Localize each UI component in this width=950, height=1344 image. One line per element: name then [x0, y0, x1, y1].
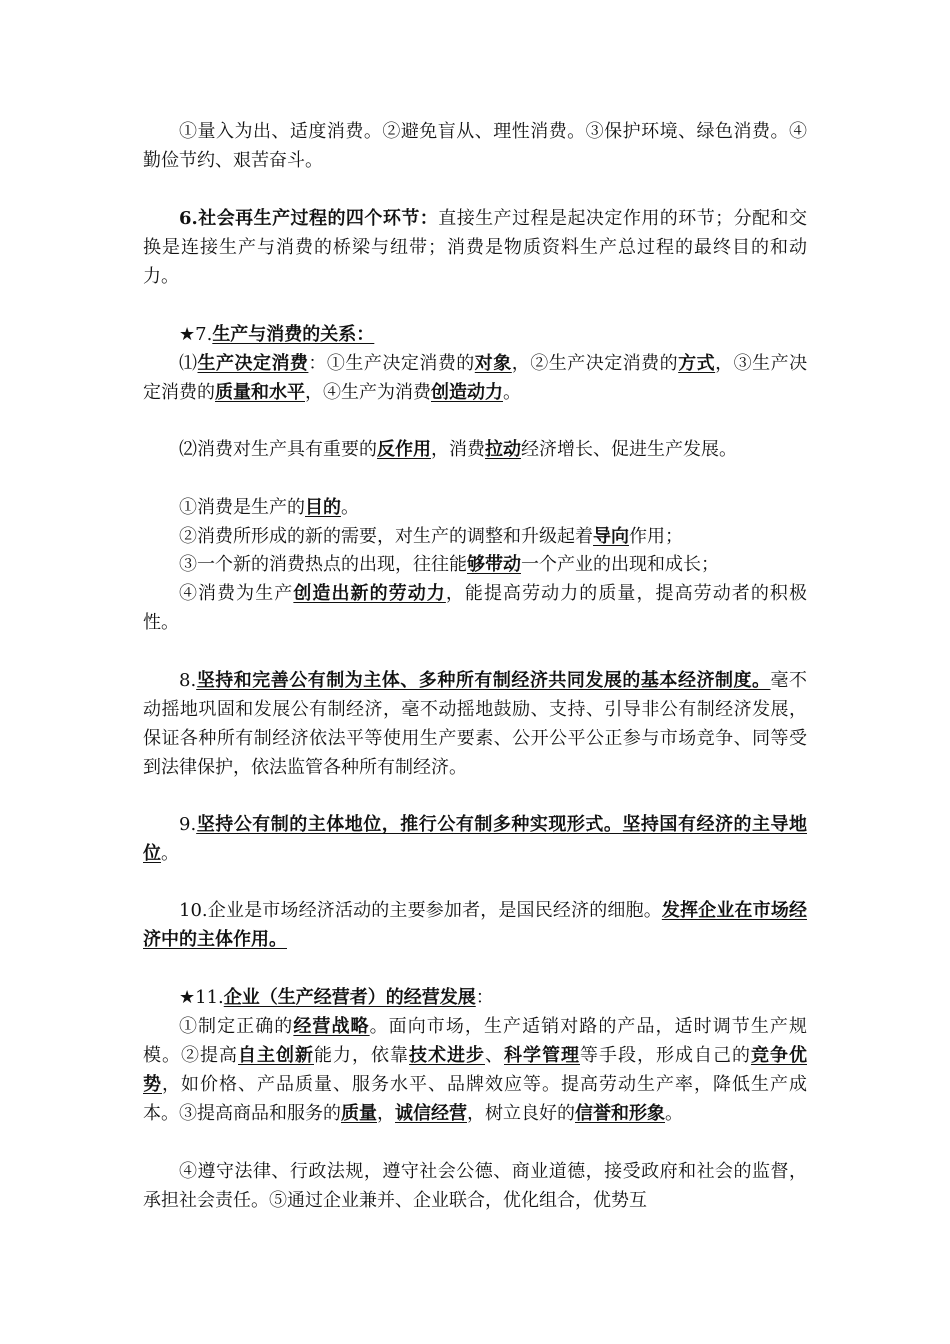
text-run: 。 [665, 1103, 683, 1124]
text-run: ，④生产为消费 [305, 382, 431, 403]
text-run: ，②生产决定消费的 [511, 353, 679, 374]
text-run: ，消费 [431, 439, 485, 460]
keyword: 经营战略 [293, 1016, 370, 1037]
text-run: ①消费是生产的 [179, 497, 305, 518]
item-7-point-2 [143, 435, 807, 464]
text-run: ②消费所形成的新的需要，对生产的调整和升级起着 [179, 526, 593, 547]
item-10-heading: 发挥企业在市场经济中的主体作用。 [143, 900, 807, 950]
point-number: ⑴ [179, 353, 198, 374]
text-run: 作用； [629, 526, 683, 547]
text-run: ，树立良好的 [467, 1103, 575, 1124]
item-7-sub-4 [143, 579, 807, 637]
text-run: ⑵消费对生产具有重要的 [179, 439, 377, 460]
item-7-sub-1 [143, 493, 807, 522]
item-number: 8. [179, 670, 197, 691]
keyword: 够带动 [467, 554, 521, 575]
text-run: 。 [503, 382, 521, 403]
text-run: ， [377, 1103, 395, 1124]
item-11-heading: 企业（生产经营者）的经营发展 [223, 987, 476, 1008]
keyword: 信誉和形象 [575, 1103, 665, 1124]
text-run: ： [475, 987, 494, 1008]
item-8-paragraph [143, 666, 807, 782]
keyword: 生产决定消费 [197, 353, 309, 374]
keyword: 创造出新的劳动力 [293, 583, 446, 604]
item-7-heading: 生产与消费的关系： [212, 324, 375, 345]
text-run: 经济增长、促进生产发展。 [521, 439, 737, 460]
keyword: 对象 [474, 353, 512, 374]
consumption-principles-text: ①量入为出、适度消费。②避免盲从、理性消费。③保护环境、绿色消费。④勤俭节约、艰苦奋斗。 [143, 121, 807, 171]
text-run: ④遵守法律、行政法规，遵守社会公德、商业道德，接受政府和社会的监督，承担社会责任。⑤通过企业兼并、企业联合，优化组合，优势互 [143, 1161, 807, 1211]
item-10-text: 10.企业是市场经济活动的主要参加者，是国民经济的细胞。 [179, 900, 662, 921]
keyword: 技术进步 [409, 1045, 485, 1066]
keyword: 自主创新 [238, 1045, 314, 1066]
text-run: ③一个新的消费热点的出现，往往能 [179, 554, 467, 575]
keyword: 质量 [341, 1103, 377, 1124]
text-run: 。 [161, 843, 179, 864]
text-run: ④消费为生产 [179, 583, 294, 604]
text-run: 、 [485, 1045, 504, 1066]
item-10-paragraph [143, 896, 807, 954]
text-run: 等手段，形成自己的 [580, 1045, 751, 1066]
text-run: ：①生产决定消费的 [308, 353, 475, 374]
keyword: 质量和水平 [215, 382, 305, 403]
item-6-text: 直接生产过程是起决定作用的环节；分配和交换是连接生产与消费的桥梁与纽带；消费是物质资料生产总过程的最终目的和动力。 [143, 208, 808, 287]
item-8-heading: 坚持和完善公有制为主体、多种所有制经济共同发展的基本经济制度。 [196, 670, 771, 691]
star-marker: ★11. [179, 987, 224, 1008]
text-run: 。面向市场，生产适销对路的产品，适时调节生产规模。②提高 [143, 1016, 807, 1066]
consumption-principles-paragraph [143, 117, 807, 175]
keyword: 方式 [678, 353, 716, 374]
item-7-sub-3 [143, 550, 807, 579]
text-run: 。 [341, 497, 359, 518]
item-number: 9. [179, 814, 197, 835]
keyword: 诚信经营 [395, 1103, 467, 1124]
item-7-heading-paragraph [143, 320, 807, 349]
text-run: ①制定正确的 [179, 1016, 294, 1037]
item-8-text: 毫不动摇地巩固和发展公有制经济，毫不动摇地鼓励、支持、引导非公有制经济发展，保证各种所有制经济依法平等使用生产要素、公开公平公正参与市场竞争、同等受到法律保护，依法监管各种所有制经济。 [143, 670, 808, 778]
item-7-point-1 [143, 349, 807, 407]
text-run: ，如价格、产品质量、服务水平、品牌效应等。提高劳动生产率，降低生产成本。③提高商品和服务的 [143, 1074, 807, 1124]
text-run: 一个产业的出现和成长； [521, 554, 719, 575]
item-11-heading-paragraph [143, 983, 807, 1012]
item-11-paragraph-1 [143, 1012, 807, 1128]
keyword: 导向 [593, 526, 629, 547]
text-run: ，能提高劳动力的质量，提高劳动者的积极性。 [143, 583, 807, 633]
item-6-heading: 6.社会再生产过程的四个环节： [179, 208, 439, 229]
keyword: 反作用 [377, 439, 431, 460]
text-run: 能力，依靠 [314, 1045, 409, 1066]
item-9-heading: 坚持公有制的主体地位，推行公有制多种实现形式。坚持国有经济的主导地位 [143, 814, 807, 864]
keyword: 拉动 [485, 439, 521, 460]
keyword: 科学管理 [504, 1045, 580, 1066]
keyword: 创造动力 [431, 382, 503, 403]
item-11-paragraph-2 [143, 1157, 807, 1215]
item-6-paragraph [143, 204, 807, 291]
item-7-sub-2 [143, 522, 807, 551]
text-run: ，③生产决定消费的 [143, 353, 808, 403]
item-9-paragraph [143, 810, 807, 868]
star-marker: ★7. [179, 324, 213, 345]
keyword: 目的 [305, 497, 341, 518]
keyword: 竞争优势 [143, 1045, 807, 1095]
